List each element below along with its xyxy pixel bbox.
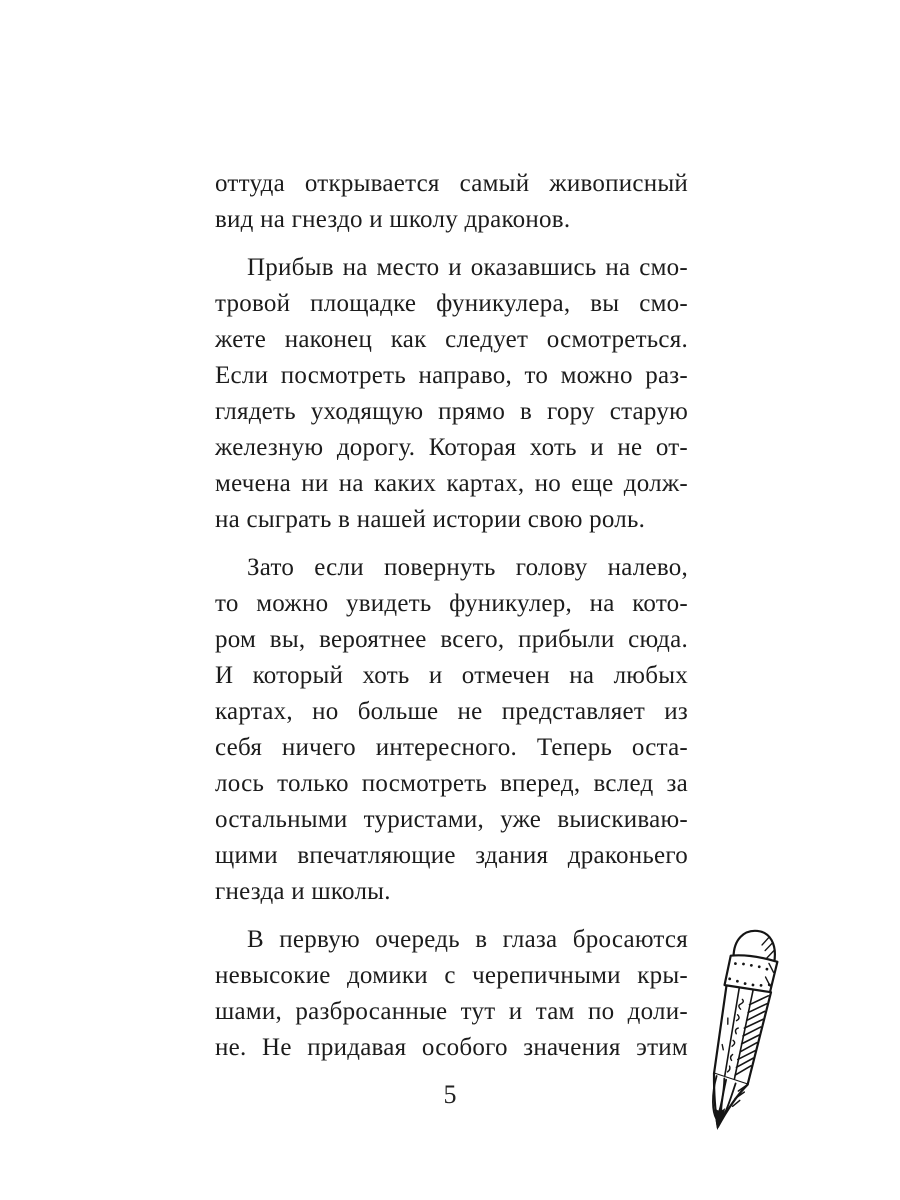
body-text <box>215 166 688 1066</box>
text-line: ром вы, вероятнее всего, прибыли сюда. <box>215 626 688 653</box>
text-line: щими впечатляющие здания драконьего <box>215 842 688 869</box>
text-line: на сыграть в нашей истории свою роль. <box>215 506 646 533</box>
text-line: вид на гнездо и школу драконов. <box>215 206 571 233</box>
text-line: глядеть уходящую прямо в гору старую <box>215 398 688 425</box>
text-line: остальными туристами, уже выискиваю- <box>215 806 688 833</box>
text-line: жете наконец как следует осмотреться. <box>215 326 688 353</box>
paragraph <box>215 250 688 538</box>
text-line: не. Не придавая особого значения этим <box>215 1034 688 1061</box>
text-line: тровой площадке фуникулера, вы смо- <box>215 290 688 317</box>
text-line: мечена ни на каких картах, но еще долж- <box>215 470 688 497</box>
text-line: оттуда открывается самый живописный <box>215 170 688 197</box>
text-line: В первую очередь в глаза бросаются <box>247 926 688 953</box>
text-line: Если посмотреть направо, то можно раз- <box>215 362 688 389</box>
text-line: себя ничего интересного. Теперь оста- <box>215 734 688 761</box>
text-line: Зато если повернуть голову налево, <box>247 554 688 581</box>
text-line: то можно увидеть фуникулер, на кото- <box>215 590 688 617</box>
text-line: И который хоть и отмечен на любых <box>215 662 688 689</box>
text-line: шами, разбросанные тут и там по доли- <box>215 998 688 1025</box>
text-line: картах, но больше не представляет из <box>215 698 688 725</box>
text-line: железную дорогу. Которая хоть и не от- <box>215 434 688 461</box>
paragraph <box>215 922 688 1066</box>
text-line: Прибыв на место и оказавшись на смо- <box>247 254 688 281</box>
page-number: 5 <box>443 1080 457 1109</box>
paragraph <box>215 166 688 238</box>
text-line: лось только посмотреть вперед, вслед за <box>215 770 688 797</box>
text-line: гнезда и школы. <box>215 878 391 905</box>
paragraph <box>215 550 688 910</box>
text-line: невысокие домики с черепичными кры- <box>215 962 688 989</box>
